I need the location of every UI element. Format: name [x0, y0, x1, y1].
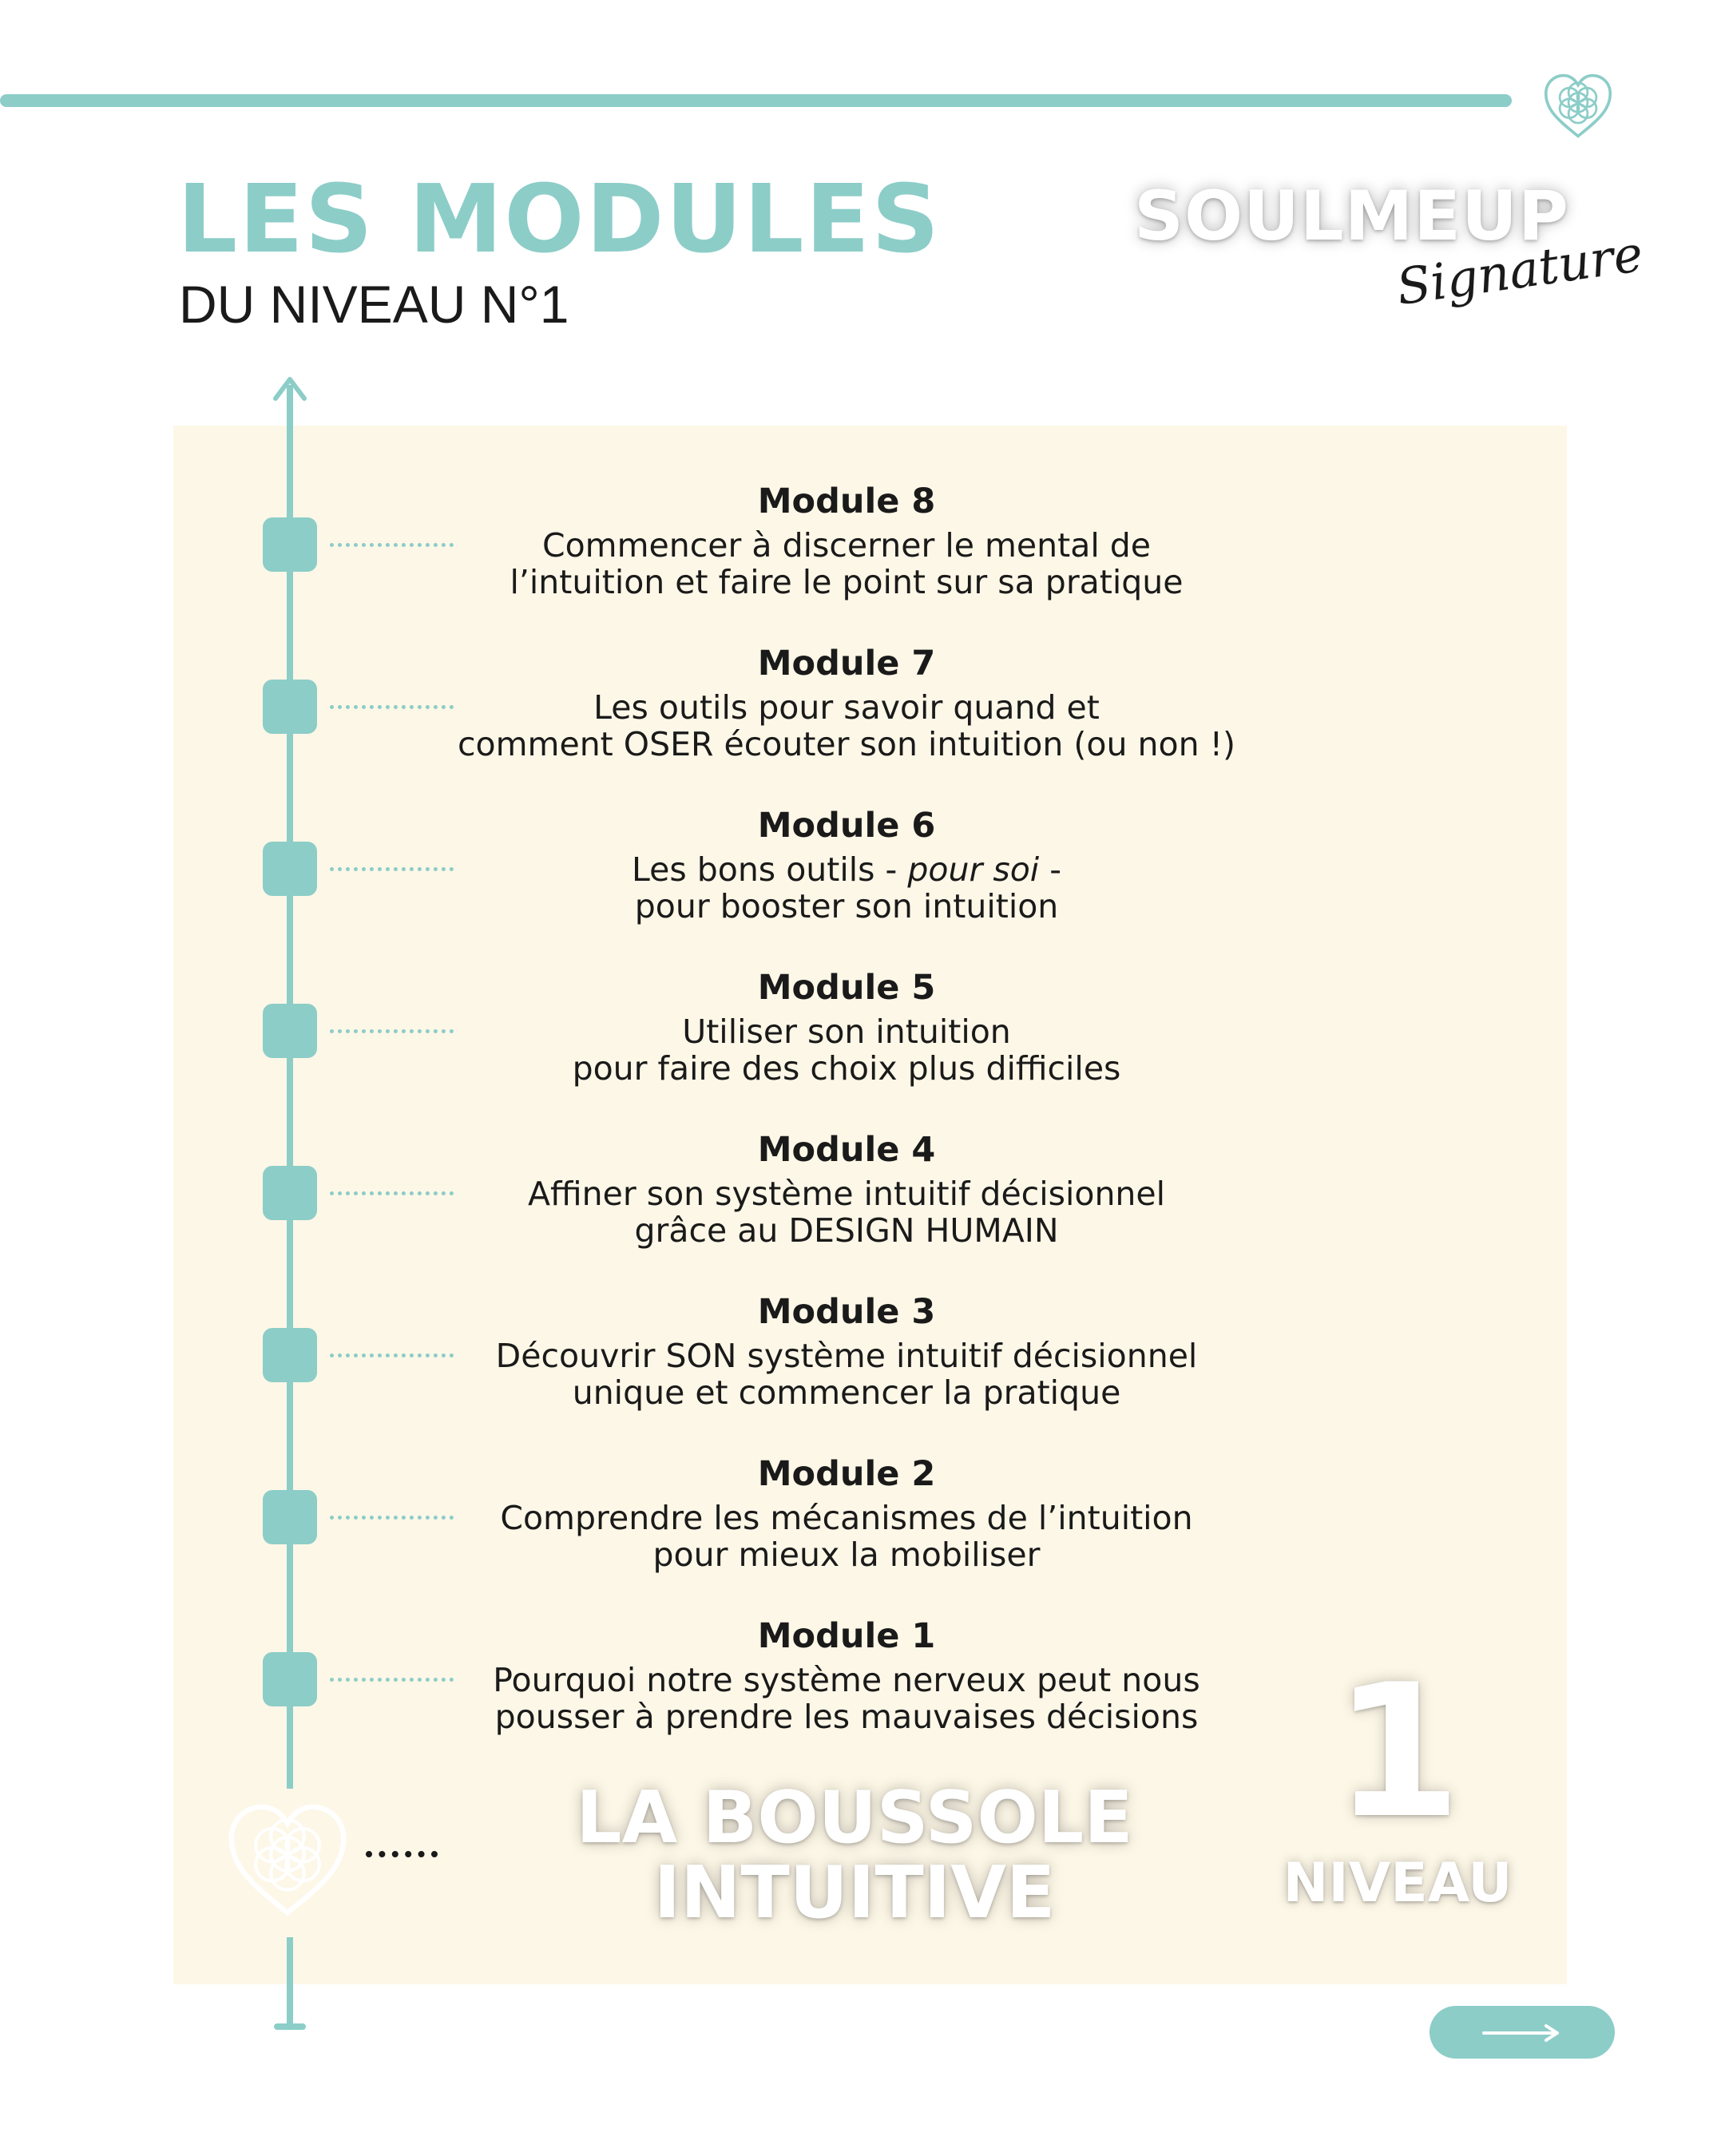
- heart-flower-icon: [224, 1801, 351, 1920]
- heart-flower-icon: [1541, 72, 1615, 141]
- module-title: Module 3: [757, 1292, 936, 1332]
- timeline-connector: [330, 543, 454, 547]
- timeline-connector: [330, 1353, 454, 1357]
- timeline-connector: [330, 1191, 454, 1195]
- program-name: [479, 1776, 1230, 1935]
- timeline-node: [263, 517, 317, 572]
- brand-name: SOULMEUP: [1134, 176, 1569, 256]
- level-label: NIVEAU: [1283, 1852, 1513, 1915]
- module-title: Module 8: [757, 482, 936, 521]
- module-item: [447, 969, 1246, 1088]
- module-desc-line: pour booster son intuition: [634, 887, 1059, 926]
- module-title: Module 5: [757, 968, 936, 1008]
- timeline-connector: [330, 1029, 454, 1033]
- timeline-connector: [330, 1678, 454, 1682]
- module-description: [447, 690, 1246, 763]
- module-item: [447, 1293, 1246, 1412]
- timeline-node: [263, 680, 317, 734]
- module-desc-line: pour faire des choix plus difficiles: [572, 1049, 1121, 1088]
- module-desc-line: Découvrir SON système intuitif décisionnel: [495, 1337, 1198, 1376]
- module-desc-line: comment OSER écouter son intuition (ou non !): [457, 725, 1236, 764]
- timeline-node: [263, 1328, 317, 1382]
- timeline-connector: [330, 705, 454, 709]
- bottom-connector-dots: [366, 1851, 438, 1857]
- timeline-end-cap: [274, 2023, 306, 2030]
- timeline-line-lower: [287, 1937, 293, 2028]
- module-desc-line: Comprendre les mécanismes de l’intuition: [500, 1499, 1193, 1538]
- module-title: Module 4: [757, 1130, 936, 1170]
- module-description: [447, 1663, 1246, 1736]
- timeline-connector: [330, 867, 454, 871]
- top-divider: [0, 94, 1512, 107]
- module-description: [447, 852, 1246, 925]
- program-name-line: LA BOUSSOLE: [576, 1776, 1133, 1860]
- module-title: Module 2: [757, 1454, 936, 1494]
- module-description: [447, 1014, 1246, 1088]
- arrow-right-icon: [1482, 2023, 1562, 2043]
- module-description: [447, 1338, 1246, 1412]
- page-title: LES MODULES: [177, 164, 942, 274]
- module-desc-line: Commencer à discerner le mental de: [541, 526, 1152, 565]
- module-desc-line: pousser à prendre les mauvaises décisions: [494, 1698, 1199, 1737]
- module-desc-line: Pourquoi notre système nerveux peut nous: [493, 1661, 1200, 1700]
- page-subtitle: DU NIVEAU N°1: [179, 275, 569, 334]
- level-number: 1: [1333, 1646, 1462, 1859]
- module-desc-line: grâce au DESIGN HUMAIN: [634, 1211, 1059, 1250]
- module-title: Module 1: [757, 1616, 936, 1656]
- module-desc-line: Les bons outils -: [631, 850, 908, 890]
- brand-signature: Signature: [1393, 224, 1647, 317]
- module-item: [447, 644, 1246, 763]
- module-description: [447, 528, 1246, 601]
- timeline-node: [263, 1004, 317, 1058]
- next-button[interactable]: [1430, 2006, 1615, 2059]
- timeline-node: [263, 1652, 317, 1706]
- module-description: [447, 1500, 1246, 1574]
- module-desc-line: unique et commencer la pratique: [572, 1373, 1121, 1413]
- module-desc-line: Affiner son système intuitif décisionnel: [527, 1175, 1166, 1214]
- module-title: Module 6: [757, 806, 936, 846]
- module-desc-line: pour mieux la mobiliser: [652, 1536, 1041, 1575]
- brand-logo: [1134, 176, 1647, 318]
- module-item: [447, 482, 1246, 601]
- module-desc-line: Utiliser son intuition: [682, 1013, 1011, 1052]
- program-name-line: INTUITIVE: [653, 1851, 1056, 1935]
- module-item: [447, 1617, 1246, 1736]
- module-item: [447, 807, 1246, 925]
- module-item: [447, 1455, 1246, 1574]
- timeline-node: [263, 842, 317, 896]
- module-desc-line: Les outils pour savoir quand et: [593, 688, 1100, 727]
- module-desc-emphasis: pour soi: [907, 850, 1040, 890]
- timeline-connector: [330, 1516, 454, 1520]
- timeline-line: [287, 385, 293, 1789]
- module-title: Module 7: [757, 644, 936, 684]
- timeline-node: [263, 1166, 317, 1220]
- module-item: [447, 1131, 1246, 1250]
- module-desc-line: l’intuition et faire le point sur sa pratique: [510, 563, 1184, 602]
- timeline-node: [263, 1490, 317, 1544]
- module-description: [447, 1176, 1246, 1250]
- module-desc-line: -: [1039, 850, 1062, 890]
